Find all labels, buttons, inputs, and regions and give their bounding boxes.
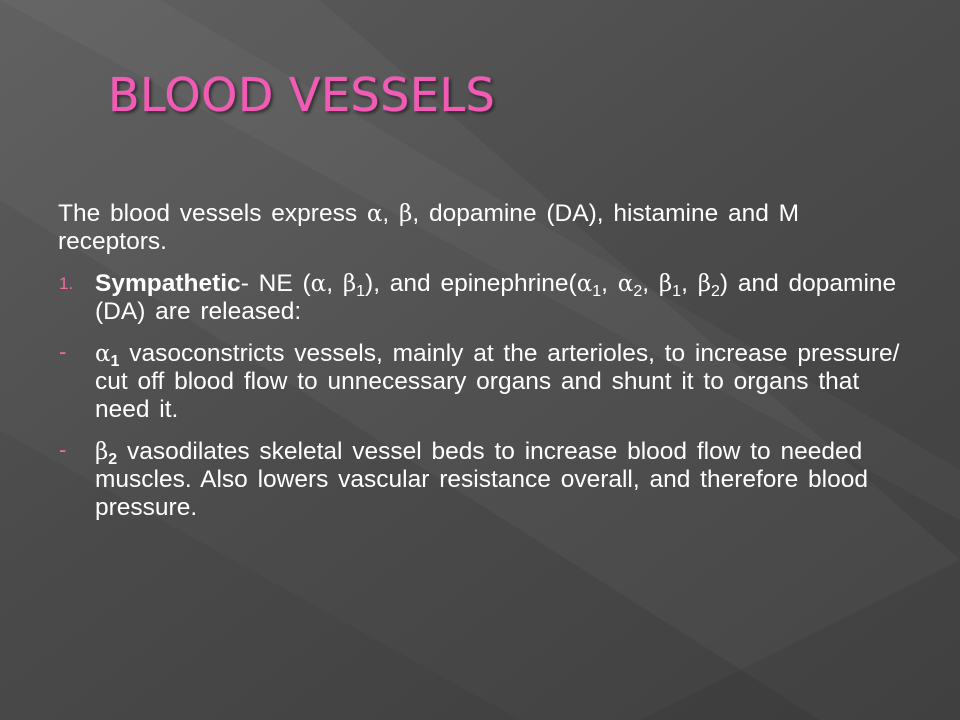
bullet-item-alpha1: - $\alpha_1$ vasoconstricts vessels, mainly at the arterioles, to increase pressure/ cut off blood flow to unnecessary organs and shunt it to organs that need it. <box>59 339 900 423</box>
alpha-symbol: α <box>576 271 593 297</box>
beta-symbol: β <box>95 439 109 465</box>
alpha-symbol: α <box>95 341 111 367</box>
dash-bullet-icon: - <box>59 339 67 364</box>
list-number: 1. <box>59 274 74 293</box>
dash-bullet-icon: - <box>59 437 67 462</box>
alpha1-description: vasoconstricts vessels, mainly at the arterioles, to increase pressure/ cut off blood flow to unnecessary organs and shunt it to organs that need it. <box>95 340 900 423</box>
numbered-item-sympathetic: 1. Sympathetic- NE (α, $\beta_1$), and $epinephrine(\alpha_1$, $\alpha_2$, $\beta_1$, $\beta_2$) and dopamine (DA) are released: <box>59 270 897 325</box>
bullet-item-beta2: - $\beta_2$ vasodilates skeletal vessel beds to increase blood flow to needed muscles. Also lowers vascular resistance overall, and therefore blood pressure. <box>59 437 868 521</box>
beta-symbol: β <box>399 201 413 227</box>
sympathetic-heading: Sympathetic <box>95 270 241 297</box>
beta2-description: vasodilates skeletal vessel beds to increase blood flow to needed muscles. Also lowers vascular resistance overall, and therefore blood pressure. <box>95 438 868 521</box>
intro-paragraph: The blood vessels express α, β, dopamine (DA), histamine and M receptors. <box>58 200 800 255</box>
beta-symbol: β <box>658 271 673 297</box>
beta-symbol: β <box>697 271 711 297</box>
alpha-symbol: α <box>617 271 634 297</box>
alpha-symbol: α <box>310 271 327 297</box>
slide-title: BLOOD VESSELS <box>108 68 496 122</box>
alpha-symbol: α <box>366 201 383 227</box>
slide-body <box>58 200 908 536</box>
beta-symbol: β <box>342 271 357 297</box>
